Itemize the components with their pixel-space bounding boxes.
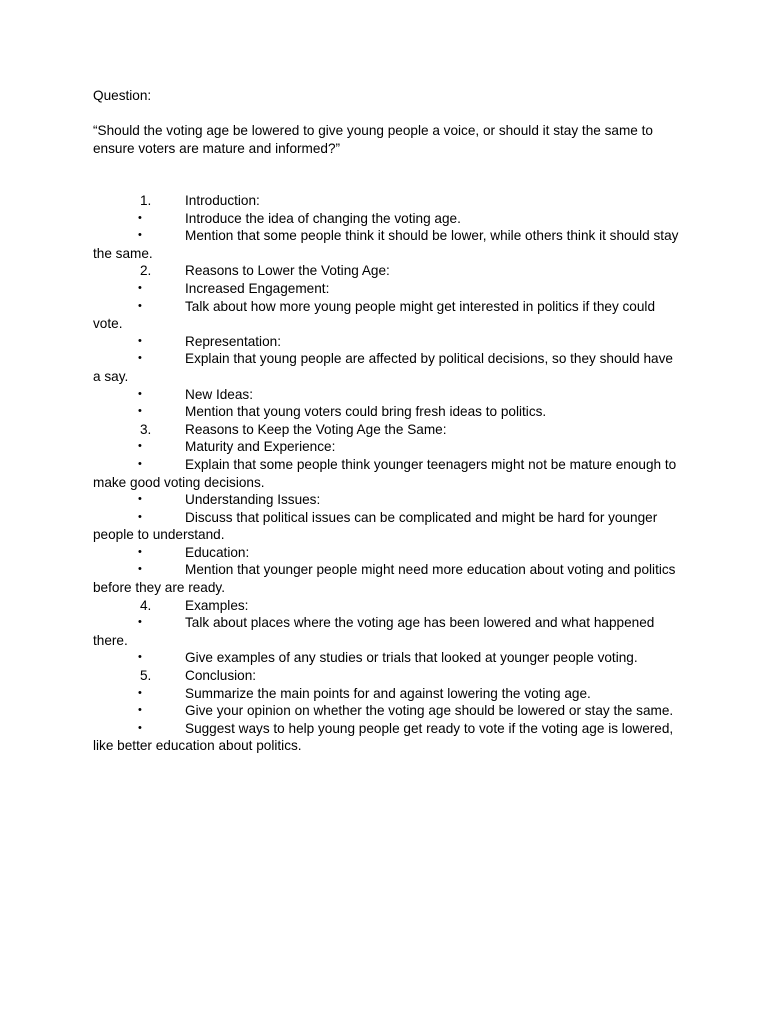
bullet-marker: •	[138, 405, 142, 418]
outline-bullet	[93, 491, 683, 509]
outline-bullet	[93, 544, 683, 562]
essay-outline	[93, 192, 683, 755]
outline-section	[93, 421, 683, 439]
bullet-marker: •	[138, 229, 142, 242]
bullet-marker: •	[138, 440, 142, 453]
bullet-marker: •	[138, 387, 142, 400]
bullet-text: Maturity and Experience:	[185, 439, 336, 455]
outline-bullet	[93, 350, 683, 385]
section-number: 1.	[140, 193, 152, 208]
bullet-marker: •	[138, 686, 142, 699]
section-number: 3.	[140, 421, 152, 437]
bullet-text: Talk about how more young people might get interested in politics if they could vote.	[93, 298, 656, 332]
bullet-marker: •	[138, 721, 142, 734]
bullet-text: New Ideas:	[185, 386, 254, 402]
section-number: 5.	[140, 668, 152, 684]
section-heading: Examples:	[185, 597, 249, 613]
outline-bullet	[93, 561, 683, 596]
bullet-text: Mention that some people think it should be lower, while others think it should stay the same.	[93, 228, 679, 261]
outline-bullet	[93, 685, 683, 703]
bullet-marker: •	[138, 457, 142, 470]
bullet-text: Introduce the idea of changing the voting age.	[185, 210, 461, 226]
bullet-text: Explain that young people are affected by political decisions, so they should have a say.	[93, 351, 673, 384]
bullet-text: Discuss that political issues can be complicated and might be hard for younger people to understand.	[93, 509, 658, 543]
section-heading: Conclusion:	[185, 668, 257, 684]
bullet-text: Give your opinion on whether the voting age should be lowered or stay the same.	[185, 703, 674, 719]
outline-bullet	[93, 386, 683, 404]
bullet-marker: •	[138, 281, 142, 294]
bullet-marker: •	[138, 704, 142, 717]
bullet-text: Education:	[185, 544, 250, 560]
question-text: “Should the voting age be lowered to give young people a voice, or should it stay the same to ensure voters are mature and informed?”	[93, 123, 653, 156]
question-label: Question:	[93, 88, 152, 103]
bullet-marker: •	[138, 493, 142, 506]
bullet-marker: •	[138, 299, 142, 312]
bullet-text: Representation:	[185, 333, 281, 349]
bullet-marker: •	[138, 510, 142, 523]
bullet-marker: •	[138, 545, 142, 558]
bullet-marker: •	[138, 352, 142, 365]
bullet-marker: •	[138, 651, 142, 664]
bullet-text: Suggest ways to help young people get ready to vote if the voting age is lowered, like better education about politics.	[93, 720, 674, 754]
section-heading: Reasons to Keep the Voting Age the Same:	[185, 421, 447, 437]
outline-bullet	[93, 649, 683, 667]
bullet-text: Increased Engagement:	[185, 280, 330, 296]
outline-bullet	[93, 509, 683, 544]
outline-bullet	[93, 280, 683, 298]
outline-bullet	[93, 333, 683, 351]
bullet-text: Understanding Issues:	[185, 492, 321, 508]
outline-bullet	[93, 720, 683, 755]
outline-bullet	[93, 210, 683, 228]
outline-section	[93, 597, 683, 615]
section-number: 2.	[140, 263, 152, 279]
bullet-text: Explain that some people think younger teenagers might not be mature enough to make good voting decisions.	[93, 456, 677, 490]
outline-bullet	[93, 438, 683, 456]
outline-bullet	[93, 614, 683, 649]
outline-bullet	[93, 403, 683, 421]
bullet-text: Summarize the main points for and against lowering the voting age.	[185, 685, 591, 701]
bullet-text: Mention that young voters could bring fresh ideas to politics.	[185, 404, 547, 420]
bullet-text: Give examples of any studies or trials that looked at younger people voting.	[185, 650, 638, 666]
outline-bullet	[93, 456, 683, 491]
section-number: 4.	[140, 597, 152, 613]
bullet-text: Mention that younger people might need more education about voting and politics before they are ready.	[93, 562, 676, 596]
bullet-marker: •	[138, 563, 142, 576]
bullet-marker: •	[138, 334, 142, 347]
outline-bullet	[93, 227, 683, 262]
bullet-marker: •	[138, 211, 142, 224]
section-heading: Introduction:	[185, 193, 260, 208]
outline-bullet	[93, 702, 683, 720]
bullet-marker: •	[138, 616, 142, 629]
outline-section	[93, 192, 683, 210]
section-heading: Reasons to Lower the Voting Age:	[185, 263, 390, 279]
bullet-text: Talk about places where the voting age has been lowered and what happened there.	[93, 615, 655, 648]
outline-bullet	[93, 298, 683, 333]
outline-section	[93, 262, 683, 280]
outline-section	[93, 667, 683, 685]
